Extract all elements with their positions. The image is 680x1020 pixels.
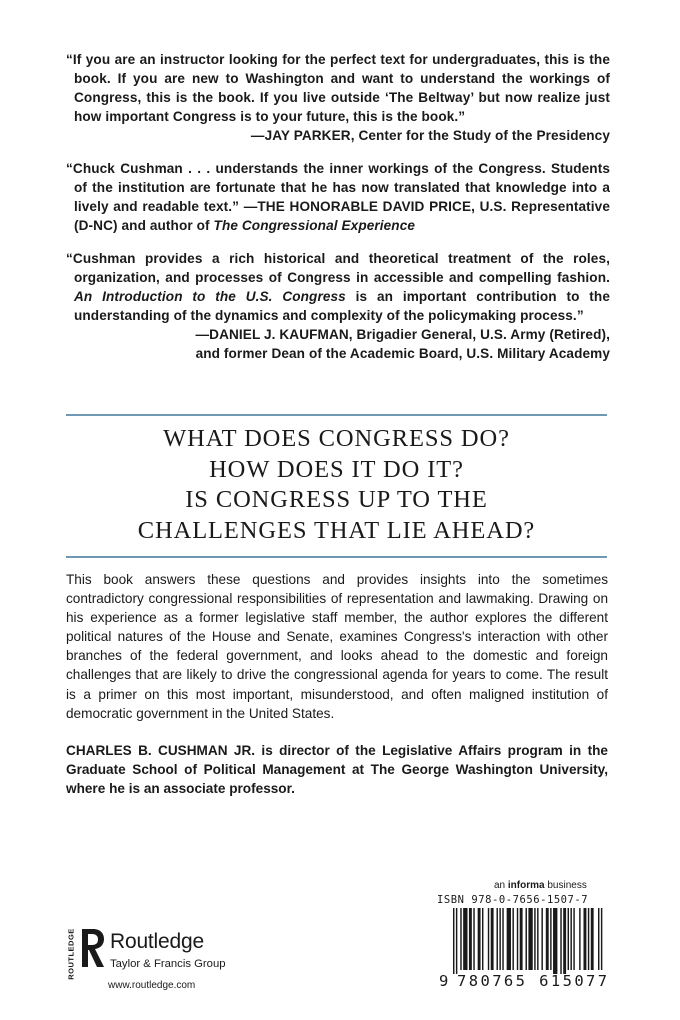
endorsement-price <box>66 159 610 235</box>
barcode-bar <box>591 908 594 970</box>
headline-line: IS CONGRESS UP TO THE <box>185 486 488 513</box>
barcode <box>437 908 607 974</box>
barcode-bar <box>570 908 571 970</box>
barcode-bar <box>460 908 461 970</box>
barcode-bar <box>573 908 574 970</box>
quote-text-continued: is an important contribution to the understanding of the dynamics and complexity of the policymaking process.” <box>74 289 610 323</box>
routledge-r-icon <box>79 927 107 977</box>
quote-attribution: —JAY PARKER, Center for the Study of the Presidency <box>250 128 610 143</box>
barcode-bar <box>528 908 532 970</box>
quote-attribution: —DANIEL J. KAUFMAN, Brigadier General, U.S. Army (Retired), <box>195 327 610 342</box>
barcode-bar <box>537 908 538 970</box>
barcode-bar <box>541 908 542 970</box>
barcode-bar <box>534 908 535 970</box>
headline-line: CHALLENGES THAT LIE AHEAD? <box>137 516 536 544</box>
barcode-bar <box>568 908 569 970</box>
endorsements <box>66 50 610 363</box>
publisher-logo <box>66 924 266 984</box>
barcode-bar <box>579 908 580 970</box>
barcode-bar <box>473 908 474 970</box>
barcode-bar <box>601 908 602 970</box>
barcode-bar <box>553 908 557 974</box>
barcode-bar <box>560 908 561 974</box>
barcode-bar <box>546 908 549 970</box>
publisher-url: www.routledge.com <box>108 980 196 991</box>
quote-text: “If you are an instructor looking for the perfect text for undergraduates, this is the book. If you are new to Washington and want to understand the workings of Congress, this is the book. If you live outside ‘The Beltway’ but now realize just how important Congress is to your future, this is the book.” <box>66 52 610 124</box>
barcode-bar <box>517 908 518 970</box>
barcode-bar <box>520 908 523 970</box>
publisher-group: Taylor & Francis Group <box>110 958 226 970</box>
book-title: An Introduction to the U.S. Congress <box>74 289 346 304</box>
headline-line: WHAT DOES CONGRESS DO? <box>163 425 510 452</box>
barcode-bar <box>584 908 587 970</box>
divider-top <box>66 414 607 416</box>
author-bio: CHARLES B. CUSHMAN JR. is director of the Legislative Affairs program in the Graduate School of Political Management at The George Washington University, where he is an associate professor. <box>66 743 608 797</box>
informa-brand: informa <box>507 880 545 891</box>
informa-tagline: an informa business <box>494 880 587 891</box>
barcode-bar <box>463 908 467 970</box>
barcode-bar <box>491 908 494 970</box>
barcode-bar <box>453 908 454 974</box>
divider-bottom <box>66 556 607 558</box>
barcode-bar <box>478 908 481 970</box>
barcode-bar <box>499 908 500 970</box>
publisher-name: Routledge <box>110 930 204 953</box>
barcode-bar <box>563 908 566 974</box>
publisher-vertical-text: ROUTLEDGE <box>66 928 76 980</box>
barcode-bar <box>456 908 457 974</box>
barcode-bar <box>497 908 498 970</box>
barcode-bar <box>469 908 472 970</box>
barcode-bar <box>482 908 483 970</box>
quote-attribution: —THE HONORABLE DAVID PRICE, U.S. Representative (D-NC) and author of The Congressional Experience <box>74 199 610 233</box>
barcode-bar <box>512 908 513 970</box>
barcode-lead-digit: 9 <box>439 972 449 990</box>
quote-attribution-line2: and former Dean of the Academic Board, U.S. Military Academy <box>195 346 610 361</box>
barcode-bar <box>507 908 511 970</box>
endorsement-parker <box>66 50 610 145</box>
barcode-bar <box>598 908 599 970</box>
headline-line: HOW DOES IT DO IT? <box>209 455 464 483</box>
book-description: This book answers these questions and provides insights into the sometimes contradictory congressional responsibilities of representation and lawmaking. Drawing on his experience as a former legislative staff member, the author explores the different political natures of the House and Senate, examines Congress's interaction with other branches of the federal government, and looks ahead to the domestic and foreign challenges that are likely to drive the congressional agenda for years to come. The result is a primer on this most important, misunderstood, and often maligned institution of democratic government in the United States. <box>66 572 608 721</box>
endorsement-kaufman <box>66 249 610 363</box>
barcode-bar <box>488 908 489 970</box>
barcode-bar <box>502 908 503 970</box>
isbn-label: ISBN 978-0-7656-1507-7 <box>437 894 589 906</box>
quote-text: “Cushman provides a rich historical and theoretical treatment of the roles, organization, and processes of Congress in accessible and compelling fashion. <box>66 251 610 285</box>
barcode-number: 780765 615077 <box>457 972 610 990</box>
barcode-bar <box>588 908 589 970</box>
quote-text: “Chuck Cushman . . . understands the inner workings of the Congress. Students of the institution are fortunate that he has now translated that knowledge into a lively and readable text.” <box>66 161 610 214</box>
barcode-bar <box>526 908 527 970</box>
barcode-bar <box>550 908 551 970</box>
book-title: The Congressional Experience <box>213 218 416 233</box>
headline <box>66 424 607 546</box>
